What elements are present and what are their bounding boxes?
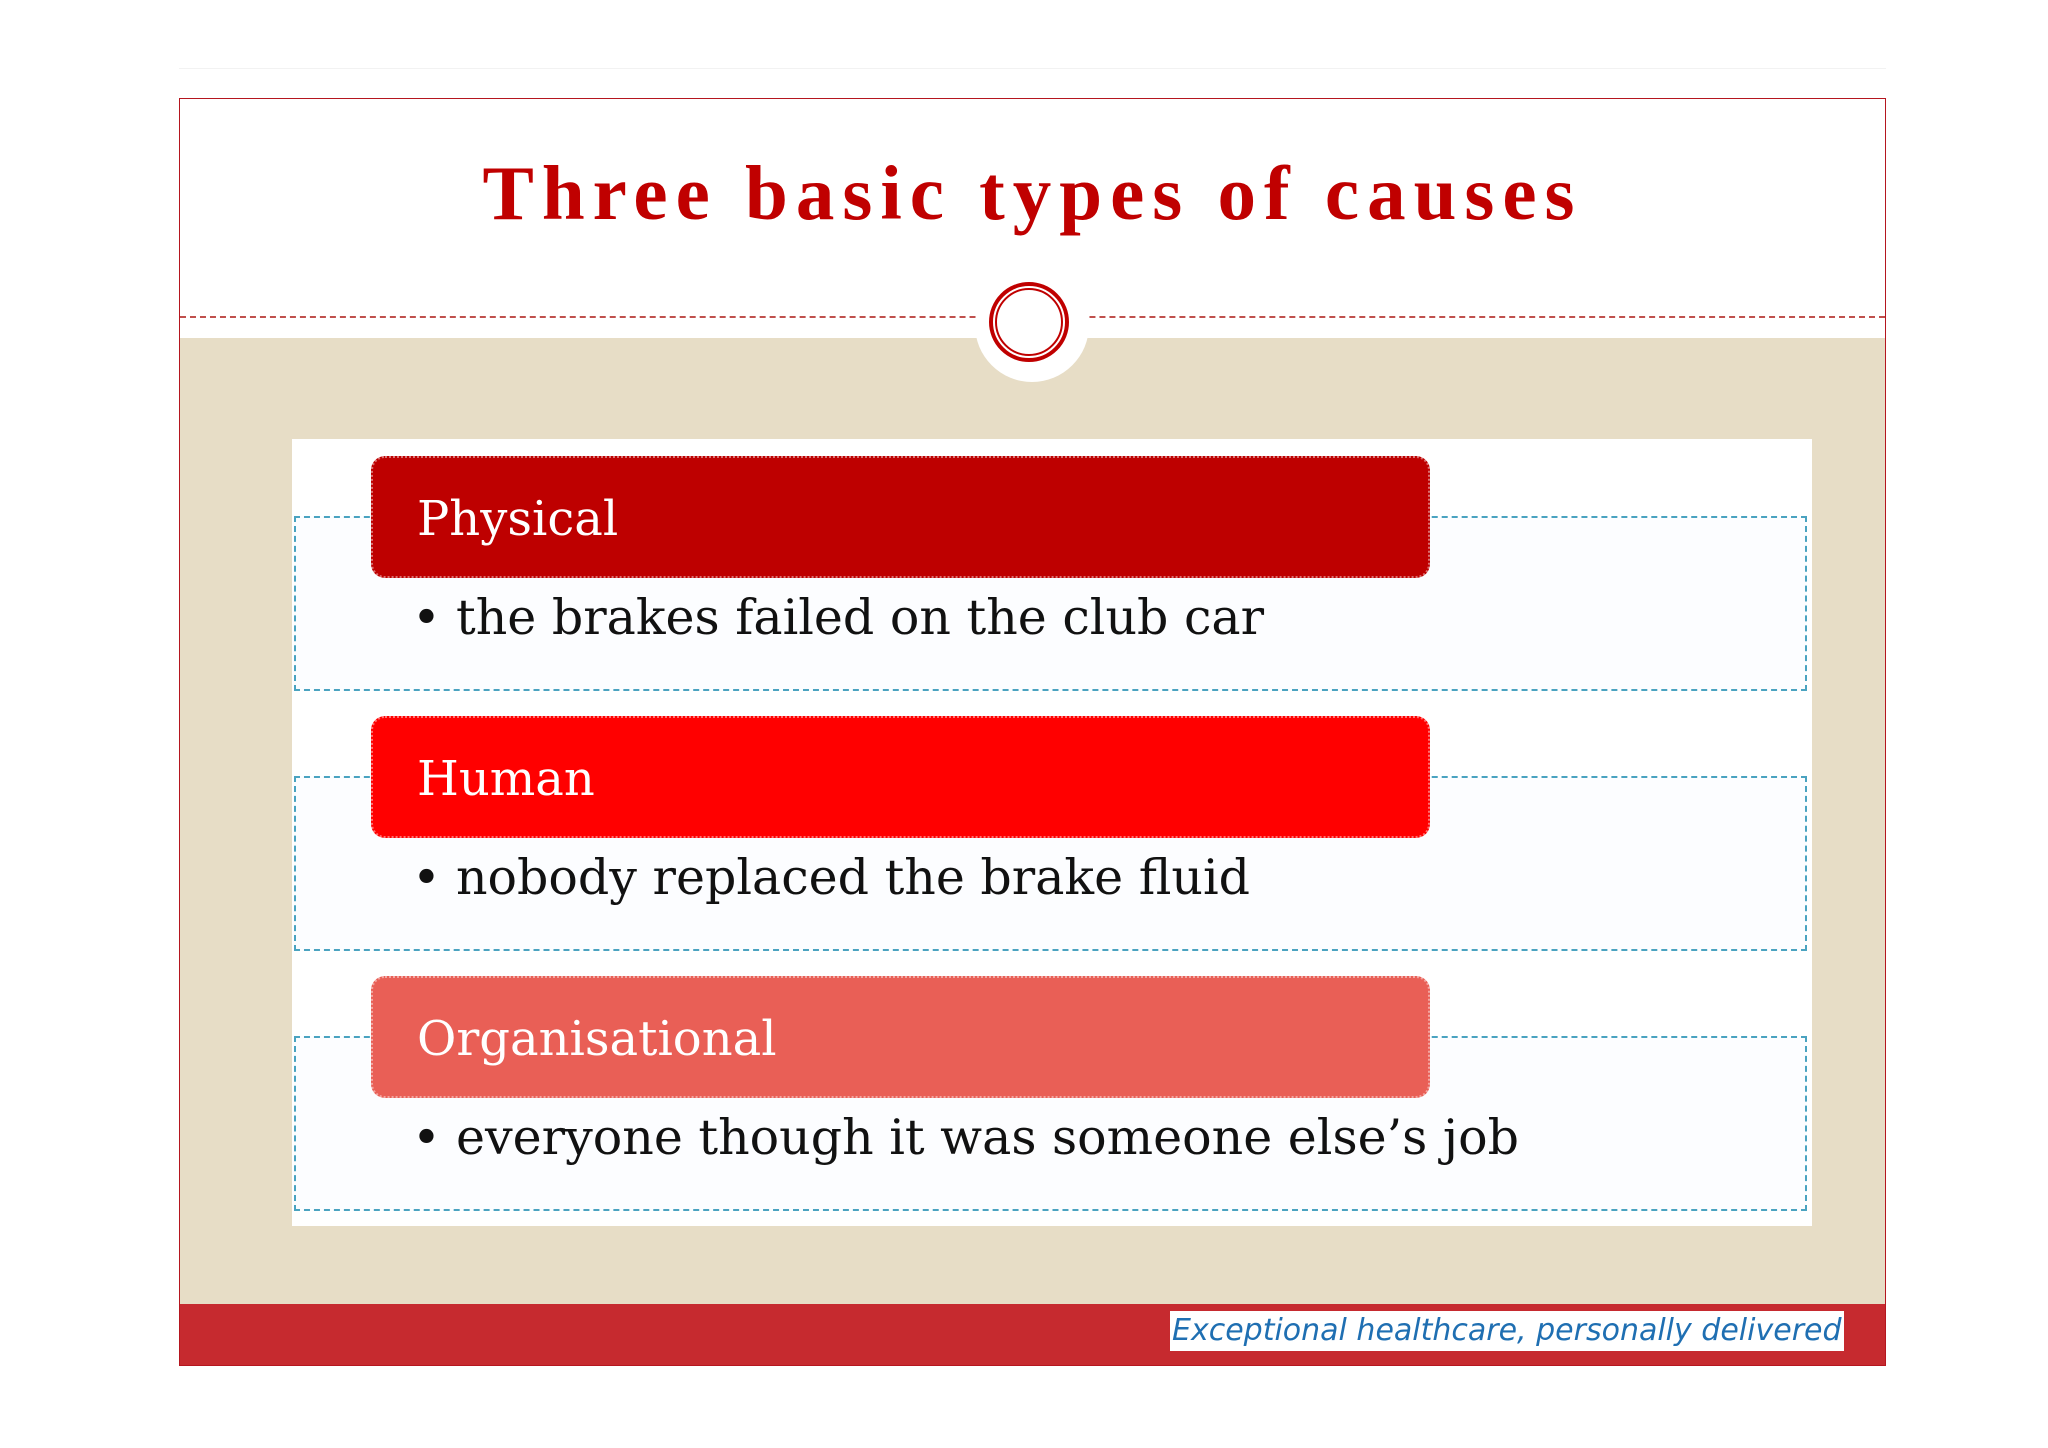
cause-example-human <box>412 849 1250 906</box>
cause-example-text: nobody replaced the brake fluid <box>456 849 1250 906</box>
cause-example-text: the brakes failed on the club car <box>456 589 1265 646</box>
cause-example-text: everyone though it was someone else’s job <box>456 1109 1519 1166</box>
bullet-icon: • <box>412 849 441 906</box>
footer-bar <box>180 1304 1885 1365</box>
slide-title: Three basic types of causes <box>482 150 1583 236</box>
bullet-icon: • <box>412 589 441 646</box>
cause-header-human: Human <box>371 716 1430 838</box>
slide <box>179 98 1886 1366</box>
circle-ornament-inner-icon <box>995 288 1063 356</box>
top-divider <box>179 68 1886 69</box>
footer-tagline: Exceptional healthcare, personally delivered <box>1170 1311 1844 1351</box>
cause-example-physical <box>412 589 1264 646</box>
cause-header-organisational: Organisational <box>371 976 1430 1098</box>
cause-header-physical: Physical <box>371 456 1430 578</box>
bullet-icon: • <box>412 1109 441 1166</box>
cause-example-organisational <box>412 1109 1519 1166</box>
causes-panel <box>292 439 1812 1226</box>
